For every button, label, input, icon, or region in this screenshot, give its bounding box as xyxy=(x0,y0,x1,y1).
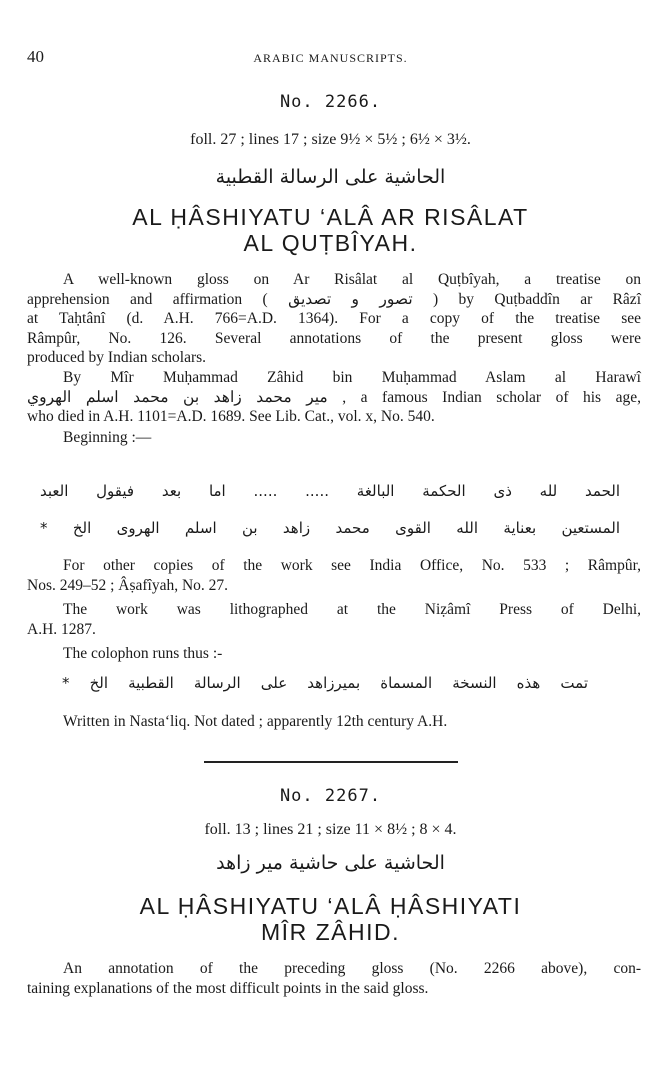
entry-number-2267: No. 2267. xyxy=(279,786,382,806)
running-title: ARABIC MANUSCRIPTS. xyxy=(253,51,408,65)
foll-description-2267: foll. 13 ; lines 21 ; size 11 × 8½ ; 8 × 4. xyxy=(204,821,457,838)
p4-line1: The work was lithographed at the Niẓâmî Press of Delhi, xyxy=(63,601,641,618)
title-2266-line1: AL ḤÂSHIYATU ‘ALÂ AR RISÂLAT xyxy=(132,204,529,230)
paragraph-2266-copies xyxy=(27,556,641,595)
title-2267-line1: AL ḤÂSHIYATU ‘ALÂ ḤÂSHIYATI xyxy=(139,893,522,919)
page-number: 40 xyxy=(27,47,44,66)
p3-line1: For other copies of the work see India Office, No. 533 ; Râmpûr, xyxy=(63,557,641,574)
p1-line3: at Taḥtânî (d. A.H. 766=A.D. 1364). For a copy of the treatise see xyxy=(27,310,641,328)
paragraph-2266-author xyxy=(27,368,641,427)
section-divider xyxy=(204,761,458,763)
p1-line2: apprehension and affirmation ( تصور و تصديق ) by Quṭbaddîn ar Râzî xyxy=(27,290,641,308)
colophon-arabic: تمت هذه النسخة المسماة بميرزاهد على الرسالة القطبية الخ * xyxy=(62,674,588,692)
paragraph-2267-description xyxy=(27,959,641,998)
p5-line2: taining explanations of the most difficult points in the said gloss. xyxy=(27,979,429,997)
title-2266 xyxy=(0,204,661,256)
title-2267-line2: MÎR ZÂHID. xyxy=(261,919,400,945)
paragraph-2266-lithograph xyxy=(27,600,641,639)
p4-line2: A.H. 1287. xyxy=(27,620,96,638)
p1-line5: produced by Indian scholars. xyxy=(27,349,207,367)
beginning-label: Beginning :— xyxy=(63,429,152,446)
title-2266-line2: AL QUṬBÎYAH. xyxy=(243,230,418,256)
script-note: Written in Nasta‘liq. Not dated ; apparently 12th century A.H. xyxy=(63,713,448,730)
p1-line1: A well-known gloss on Ar Risâlat al Quṭbîyah, a treatise on xyxy=(63,271,641,288)
arabic-title-2267: الحاشية على حاشية مير زاهد xyxy=(216,852,445,874)
p2-line2: مير محمد زاهد بن محمد اسلم الهروي , a famous Indian scholar of his age, xyxy=(27,388,641,406)
p2-line3: who died in A.H. 1101=A.D. 1689. See Lib. Cat., vol. x, No. 540. xyxy=(27,408,435,426)
beginning-arabic-line1: الحمد لله ذى الحكمة البالغة ..... ..... اما بعد فيقول العبد xyxy=(40,482,620,500)
paragraph-2266-description xyxy=(27,270,641,368)
entry-number-2266: No. 2266. xyxy=(279,92,382,112)
colophon-label: The colophon runs thus :- xyxy=(63,645,223,662)
title-2267 xyxy=(0,893,661,945)
p2-line1: By Mîr Muḥammad Zâhid bin Muḥammad Aslam al Harawî xyxy=(63,369,641,386)
p1-line4: Râmpûr, No. 126. Several annotations of the present gloss were xyxy=(27,329,641,347)
foll-description-2266: foll. 27 ; lines 17 ; size 9½ × 5½ ; 6½ × 3½. xyxy=(190,131,471,148)
arabic-title-2266: الحاشية على الرسالة القطبية xyxy=(215,166,446,188)
beginning-arabic-line2: المستعين بعناية الله القوى محمد زاهد بن اسلم الهروى الخ * xyxy=(40,519,620,537)
p3-line2: Nos. 249–52 ; Âṣafîyah, No. 27. xyxy=(27,576,229,594)
p5-line1: An annotation of the preceding gloss (No. 2266 above), con- xyxy=(63,960,641,977)
